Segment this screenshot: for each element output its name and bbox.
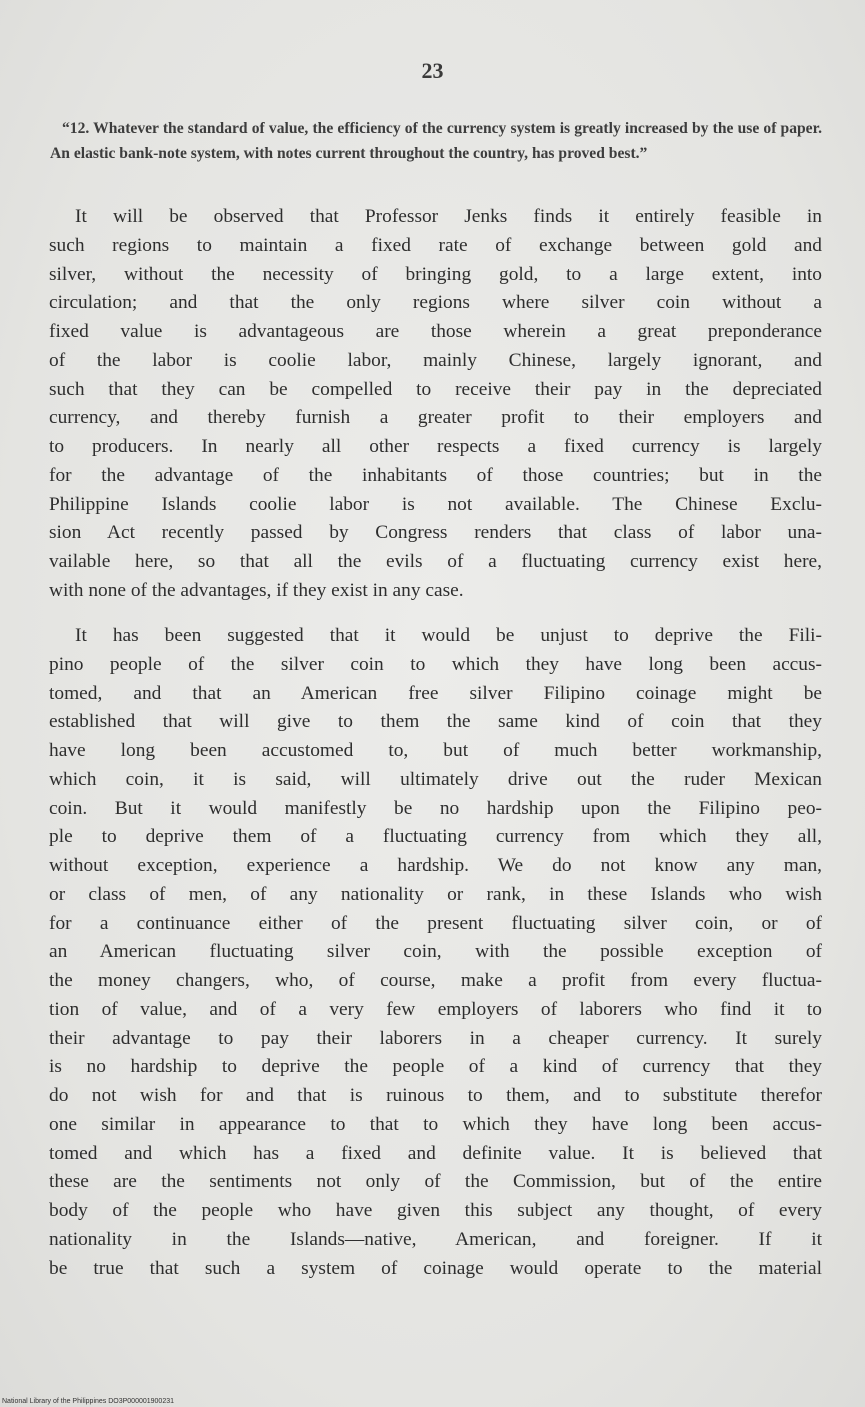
- text-line: established that will give to them the same kind of coin that they: [49, 711, 822, 733]
- body-paragraph-1: [49, 203, 822, 606]
- text-line: tomed and which has a fixed and definite value. It is believed that: [49, 1142, 822, 1164]
- body-paragraph-2: [49, 622, 822, 1283]
- text-line: vailable here, so that all the evils of a fluctuating currency exist here,: [49, 551, 822, 572]
- text-line: without exception, experience a hardship. We do not know any man,: [49, 855, 822, 876]
- text-line: tomed, and that an American free silver Filipino coinage might be: [49, 682, 822, 704]
- text-line: coin. But it would manifestly be no hardship upon the Filipino peo-: [49, 797, 822, 819]
- text-line: It has been suggested that it would be unjust to deprive the Fili-: [75, 625, 822, 646]
- text-line: Philippine Islands coolie labor is not available. The Chinese Exclu-: [49, 493, 822, 515]
- text-line: of the labor is coolie labor, mainly Chinese, largely ignorant, and: [49, 349, 822, 371]
- text-line: nationality in the Islands—native, American, and foreigner. If it: [49, 1228, 822, 1250]
- text-line: sion Act recently passed by Congress renders that class of labor una-: [49, 522, 822, 544]
- text-line: one similar in appearance to that to which they have long been accus-: [49, 1113, 822, 1135]
- text-line: for a continuance either of the present fluctuating silver coin, or of: [49, 912, 822, 934]
- text-line: which coin, it is said, will ultimately drive out the ruder Mexican: [49, 768, 822, 790]
- text-line: to producers. In nearly all other respects a fixed currency is largely: [49, 436, 822, 457]
- scan-footer-credit: National Library of the Philippines DO3P000001900231: [2, 1398, 175, 1405]
- text-line: an American fluctuating silver coin, with the possible exception of: [49, 941, 822, 963]
- text-line: fixed value is advantageous are those wherein a great preponderance: [49, 321, 822, 342]
- text-line: do not wish for and that is ruinous to them, and to substitute therefor: [49, 1085, 822, 1106]
- text-line: have long been accustomed to, but of much better workmanship,: [49, 740, 822, 761]
- text-line: silver, without the necessity of bringing gold, to a large extent, into: [49, 263, 822, 285]
- text-line: such that they can be compelled to receive their pay in the depreciated: [49, 378, 822, 400]
- page-number: 23: [421, 58, 444, 83]
- text-line: these are the sentiments not only of the Commission, but of the entire: [49, 1171, 822, 1193]
- text-line: with none of the advantages, if they exist in any case.: [49, 579, 464, 601]
- text-line: the money changers, who, of course, make a profit from every fluctua-: [49, 970, 822, 991]
- text-line: is no hardship to deprive the people of a kind of currency that they: [49, 1056, 822, 1078]
- text-line: or class of men, of any nationality or rank, in these Islands who wish: [49, 883, 822, 905]
- text-line: circulation; and that the only regions where silver coin without a: [49, 292, 822, 314]
- text-line: pino people of the silver coin to which they have long been accus-: [49, 653, 822, 675]
- text-line: tion of value, and of a very few employers of laborers who find it to: [49, 998, 822, 1020]
- text-line: be true that such a system of coinage would operate to the material: [49, 1257, 822, 1279]
- quoted-paragraph: “12. Whatever the standard of value, the efficiency of the currency system is greatly increased by the use of paper. An elastic bank-note system, with notes current throughout the country, has proved best.”: [50, 120, 822, 162]
- text-line: It will be observed that Professor Jenks finds it entirely feasible in: [75, 206, 822, 227]
- text-line: for the advantage of the inhabitants of those countries; but in the: [49, 464, 822, 486]
- text-line: ple to deprive them of a fluctuating currency from which they all,: [49, 826, 822, 848]
- text-line: currency, and thereby furnish a greater profit to their employers and: [49, 407, 822, 429]
- text-line: body of the people who have given this subject any thought, of every: [49, 1200, 822, 1221]
- text-line: such regions to maintain a fixed rate of exchange between gold and: [49, 234, 822, 256]
- text-line: their advantage to pay their laborers in a cheaper currency. It surely: [49, 1027, 822, 1049]
